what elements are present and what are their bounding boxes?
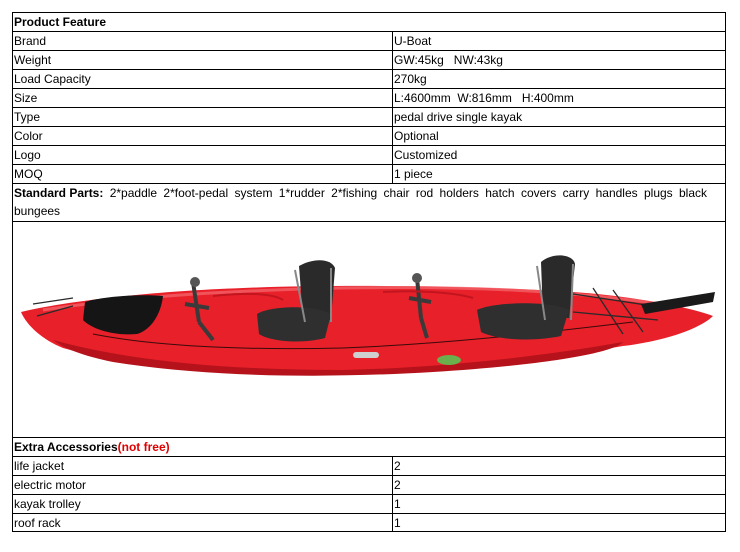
spec-value: pedal drive single kayak <box>392 108 725 126</box>
seat-2-base <box>477 303 569 339</box>
accessory-label: roof rack <box>14 516 61 530</box>
accessory-row-electric-motor <box>12 475 726 494</box>
standard-parts-label: Standard Parts: <box>14 186 104 200</box>
spec-row-logo <box>12 145 726 164</box>
spec-value: Customized <box>392 146 725 164</box>
logo-decal <box>437 355 461 365</box>
accessory-label: electric motor <box>14 478 87 492</box>
spec-label: Load Capacity <box>14 72 91 86</box>
spec-label: Type <box>14 110 41 124</box>
spec-value: GW:45kg NW:43kg <box>392 51 725 69</box>
accessory-row-kayak-trolley <box>12 494 726 513</box>
spec-label: Logo <box>14 148 41 162</box>
accessory-label: life jacket <box>14 459 65 473</box>
accessory-row-roof-rack <box>12 513 726 532</box>
spec-row-size <box>12 88 726 107</box>
extra-accessories-header <box>12 437 726 456</box>
product-feature-title: Product Feature <box>14 15 107 29</box>
spec-value: Optional <box>392 127 725 145</box>
spec-row-type <box>12 107 726 126</box>
accessory-label: kayak trolley <box>14 497 81 511</box>
spec-row-weight <box>12 50 726 69</box>
spec-value: L:4600mm W:816mm H:400mm <box>392 89 725 107</box>
accessory-qty: 1 <box>392 495 725 513</box>
spec-row-moq <box>12 164 726 183</box>
spec-label: Color <box>14 129 43 143</box>
accessory-qty: 2 <box>392 476 725 494</box>
accessory-qty: 2 <box>392 457 725 475</box>
spec-label: Weight <box>14 53 52 67</box>
spec-row-brand <box>12 31 726 50</box>
spec-label: MOQ <box>14 167 43 181</box>
seat-1-base <box>257 307 331 341</box>
spec-value: U-Boat <box>392 32 725 50</box>
pedal-2-knob <box>412 273 422 283</box>
kayak-image-row <box>12 221 726 437</box>
pedal-1-knob <box>190 277 200 287</box>
kayak-image <box>13 222 725 438</box>
product-feature-header <box>12 12 726 31</box>
spec-row-load-capacity <box>12 69 726 88</box>
accessory-row-life-jacket <box>12 456 726 475</box>
not-free-note: (not free) <box>117 440 170 454</box>
spec-value: 1 piece <box>392 165 725 183</box>
carry-handle <box>353 352 379 358</box>
standard-parts-text: 2*paddle 2*foot-pedal system 1*rudder 2*fishing chair rod holders hatch covers carry handles plugs black bungees <box>14 186 708 218</box>
spec-sheet <box>12 12 726 532</box>
spec-label: Size <box>14 91 38 105</box>
spec-label: Brand <box>14 34 47 48</box>
spec-row-color <box>12 126 726 145</box>
accessory-qty: 1 <box>392 514 725 531</box>
spec-value: 270kg <box>392 70 725 88</box>
standard-parts-row <box>12 183 726 221</box>
extra-accessories-label: Extra Accessories <box>14 440 118 454</box>
